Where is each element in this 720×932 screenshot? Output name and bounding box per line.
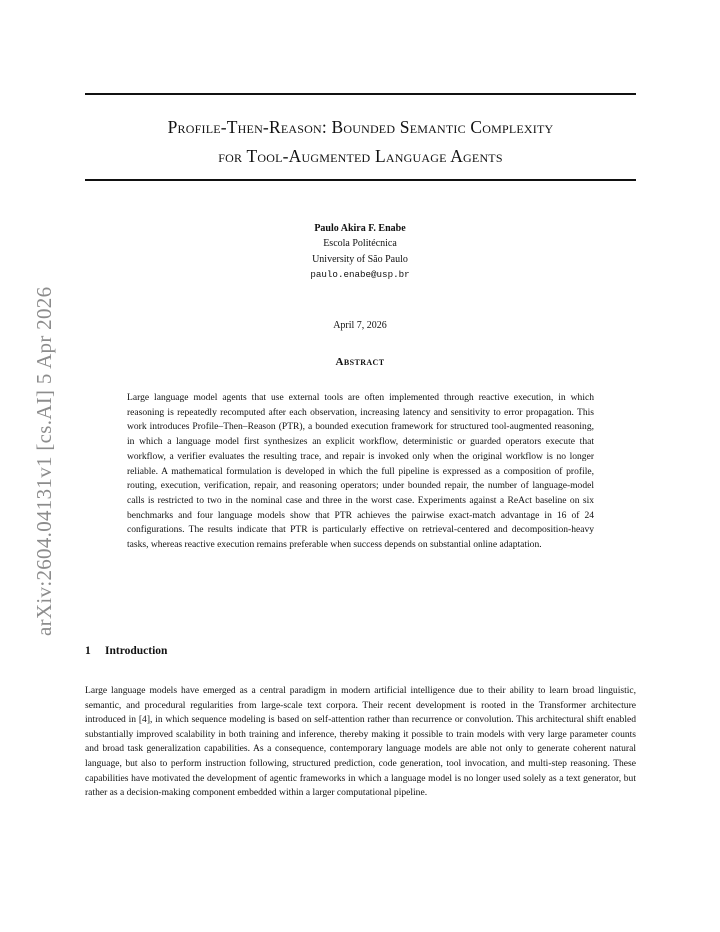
paper-title [85, 113, 636, 171]
introduction-paragraph: Large language models have emerged as a central paradigm in modern artificial intelligence due to their ability to learn broad linguistic, semantic, and procedural regularities from large-scale text corpora. Their recent development is rooted in the Transformer architecture introduced in [4], in which sequence modeling is based on self-attention rather than recurrence or convolution. This architectural shift enabled substantially improved scalability in both training and inference, thereby making it possible to train models with very large parameter counts and broad task generalization capabilities. As a consequence, contemporary language models are able not only to generate coherent natural language, but also to perform instruction following, structured prediction, code generation, tool invocation, and multi-step reasoning. These capabilities have motivated the development of agentic frameworks in which a language model is no longer used solely as a text generator, but rather as a decision-making component embedded within a larger computational pipeline. [85, 685, 636, 799]
arxiv-identifier-stamp[interactable]: arXiv:2604.04131v1 [cs.AI] 5 Apr 2026 [32, 286, 56, 636]
section-title: Introduction [105, 645, 168, 657]
author-block [200, 221, 520, 282]
title-top-rule [85, 93, 636, 95]
section-number: 1 [85, 645, 91, 657]
abstract-text: Large language model agents that use external tools are often implemented through reactive execution, in which reasoning is repeatedly recomputed after each observation, increasing latency and sensitivity to error propagation. This work introduces Profile–Then–Reason (PTR), a bounded execution framework for structured tool-augmented reasoning, in which a language model first synthesizes an explicit workflow, deterministic or guarded operators execute that workflow, a verifier evaluates the resulting trace, and repair is invoked only when the original workflow is no longer reliable. A mathematical formulation is developed in which the full pipeline is expressed as a composition of profile, routing, execution, verification, repair, and reasoning operators; under bounded repair, the number of language-model calls is restricted to two in the nominal case and three in the worst case. Experiments against a ReAct baseline on six benchmarks and four language models show that PTR achieves the pairwise exact-match advantage in 16 of 24 configurations. The results indicate that PTR is particularly effective on retrieval-centered and decomposition-heavy tasks, whereas reactive execution remains preferable when success depends on substantial online adaptation. [127, 392, 594, 551]
author-name: Paulo Akira F. Enabe [314, 223, 406, 234]
author-affiliation-school: Escola Politécnica [323, 238, 397, 250]
title-line-1: Profile-Then-Reason: Bounded Semantic Complexity [167, 117, 554, 137]
paper-date: April 7, 2026 [333, 320, 387, 331]
title-line-2: for Tool-Augmented Language Agents [218, 146, 503, 166]
title-bottom-rule [85, 179, 636, 181]
author-email[interactable]: paulo.enabe@usp.br [310, 268, 410, 280]
author-affiliation-university: University of São Paulo [312, 253, 408, 265]
abstract-heading: Abstract [335, 356, 385, 368]
section-heading-introduction [85, 645, 167, 657]
